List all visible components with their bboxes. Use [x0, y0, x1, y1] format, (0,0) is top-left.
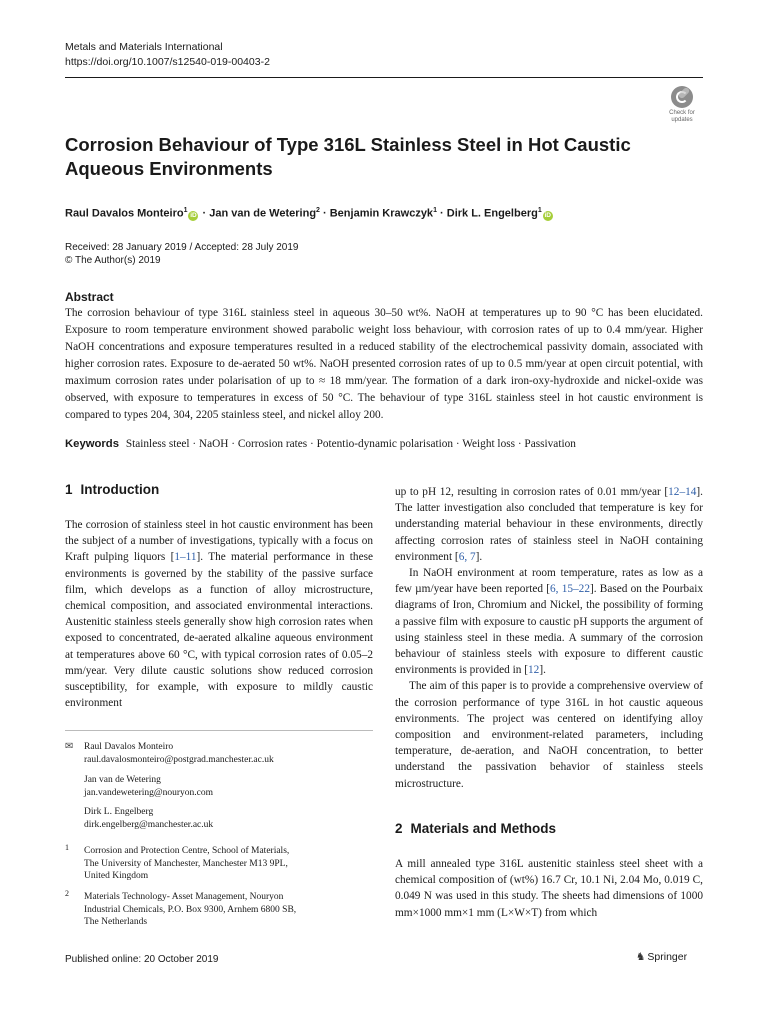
paragraph-text: In NaOH environment at room temperature, rates as low as a few µm/year have been reported [ — [395, 567, 703, 596]
author-separator: · — [199, 207, 210, 220]
author-email[interactable]: dirk.engelberg@manchester.ac.uk — [84, 819, 214, 830]
header-rule — [65, 77, 703, 78]
intro-paragraph-1 — [65, 517, 373, 711]
affiliation-number: 1 — [65, 843, 69, 852]
section-number: 2 — [395, 821, 403, 836]
paragraph-text: The corrosion of stainless steel in hot caustic environment has been the subject of a number of investigations, typically with a focus on Kraft pulping liquors [ — [65, 519, 373, 564]
doi-link[interactable]: https://doi.org/10.1007/s12540-019-00403-2 — [65, 56, 270, 68]
author-name: Jan van de Wetering — [209, 207, 317, 220]
correspondence-author — [84, 774, 374, 799]
copyright: © The Author(s) 2019 — [65, 255, 161, 266]
correspondence-author — [84, 741, 374, 766]
title-line: Aqueous Environments — [65, 158, 273, 179]
published-date: Published online: 20 October 2019 — [65, 954, 219, 965]
affiliation-marker: 1 — [537, 207, 542, 214]
check-for-updates-badge[interactable] — [660, 84, 704, 124]
affiliation-marker: 1 — [433, 207, 437, 214]
citation-link[interactable]: 12–14 — [668, 486, 697, 498]
author-name: Jan van de Wetering — [84, 775, 161, 785]
publisher-name: Springer — [647, 951, 688, 963]
affiliation: Materials Technology- Asset Management, Nouryon Industrial Chemicals, P.O. Box 9300, Arnhem 6800 SB, The Netherlands — [84, 892, 297, 927]
paragraph-text: up to pH 12, resulting in corrosion rates of 0.01 mm/year [ — [395, 486, 669, 498]
author-name: Raul Davalos Monteiro — [84, 742, 174, 752]
author-separator: · — [319, 207, 330, 220]
author-name: Benjamin Krawczyk — [329, 207, 434, 220]
journal-name: Metals and Materials International — [65, 41, 223, 53]
orcid-icon[interactable]: iD — [190, 211, 197, 219]
footnote-rule — [65, 730, 373, 731]
intro-paragraph-2 — [395, 565, 703, 678]
author-name: Dirk L. Engelberg — [84, 807, 154, 817]
author-name: Raul Davalos Monteiro — [65, 207, 184, 220]
section-title: Introduction — [80, 482, 160, 497]
received-accepted: Received: 28 January 2019 / Accepted: 28 July 2019 — [65, 242, 299, 253]
abstract-heading: Abstract — [65, 290, 114, 304]
affiliation-marker: 1 — [183, 207, 188, 214]
keywords — [65, 436, 703, 452]
paragraph-text: ]. Based on the Pourbaix diagrams of Iron, Chromium and Nickel, the possibility of forming a passive film with exposure to caustic pH supports the argument of using stainless steel in these media. A summary of the corrosion behaviour of stainless steels with exposure to different caustic environments is provided in [ — [395, 583, 703, 677]
paragraph-text: ]. The latter investigation also concluded that temperature is key for understanding material behaviour in these environments, directly affecting corrosion rates of stainless steel in NaOH containing environment [ — [395, 486, 703, 563]
section-number: 1 — [65, 482, 73, 497]
author-email[interactable]: jan.vandewetering@nouryon.com — [84, 787, 214, 798]
methods-column — [395, 856, 703, 921]
section-heading-materials-methods — [395, 821, 556, 836]
intro-paragraph-3: The aim of this paper is to provide a comprehensive overview of the corrosion performance of type 316L in hot caustic aqueous environments. The project was centered on identifying alloy composition and environment-related parameters, including temperature, de-aeration, and NaOH concentration, to better understand the passivation behavior of stainless steels microstructure. — [395, 680, 703, 790]
affiliation-marker: 2 — [316, 207, 320, 214]
affiliation-number: 2 — [65, 889, 69, 898]
keywords-text: Stainless steel · NaOH · Corrosion rates · Potentio-dynamic polarisation · Weight loss · Passivation — [125, 438, 576, 450]
abstract-text: The corrosion behaviour of type 316L stainless steel in aqueous 30–50 wt%. NaOH at temperatures up to 90 °C has been elucidated. Exposure to room temperature environment showed parabolic weight loss behaviour, with corrosion rates of up to 0.4 mm/year. Higher NaOH concentrations and exposure temperatures resulted in a reduced stability of the electrochemical passivity domain, associated with higher corrosion rates. Exposure to de-aerated 50 wt%. NaOH presented corrosion rates of up to 0.5 mm/year at open circuit potential, with maximum corrosion rates under polarisation of up to ≈ 18 mm/year. The formation of a dark iron-oxy-hydroxide and nickel-oxide was observed, with exposure to temperatures in excess of 50 °C. The behaviour of type 316L stainless steel in hot caustic environment is compared to types 204, 304, 2205 stainless steel, and nickel alloy 200. — [65, 307, 703, 421]
paragraph-text: ]. — [539, 664, 546, 677]
citation-link[interactable]: 1–11 — [174, 551, 197, 564]
article-dates — [65, 241, 299, 267]
author-list — [65, 203, 705, 222]
badge-label: Check for updates — [669, 110, 695, 123]
section-heading-introduction — [65, 482, 159, 497]
paragraph-text: ]. The material performance in these environments is governed by the stability of the passive surface film, which develops as a function of alloy microstructure, chemical composition, and associated environmental interactions. Austenitic stainless steels generally show high corrosion rates when exposed to concentrated, de-aerated alkaline aqueous environment at temperatures above 60 °C, with typical corrosion rates of 0.05–2 mm/year. Very dilute caustic solutions show reduced corrosion susceptibility, for example, with exposure to mildly caustic environment — [65, 551, 373, 710]
section-title: Materials and Methods — [410, 821, 557, 836]
author-separator: · — [436, 207, 447, 220]
paper-title — [65, 133, 645, 181]
paragraph-text: ]. — [475, 550, 483, 563]
intro-column-left — [65, 517, 373, 711]
intro-paragraph-1-continued — [395, 484, 703, 565]
author-email[interactable]: raul.davalosmonteiro@postgrad.manchester.ac.uk — [84, 754, 274, 765]
envelope-icon: ✉ — [65, 741, 74, 752]
springer-horse-icon: ♞ — [636, 951, 646, 963]
author-name: Dirk L. Engelberg — [446, 207, 538, 220]
citation-link[interactable]: 6, 7 — [458, 550, 476, 563]
affiliation: Corrosion and Protection Centre, School of Materials, The University of Manchester, Manchester M13 9PL, United Kingdom — [84, 846, 290, 881]
correspondence-author — [84, 806, 374, 831]
intro-column-right — [395, 484, 703, 792]
keywords-label: Keywords — [65, 438, 119, 450]
check-for-updates-icon — [671, 86, 693, 108]
citation-link[interactable]: 12 — [528, 664, 540, 677]
journal-header — [65, 40, 270, 70]
title-line: Corrosion Behaviour of Type 316L Stainless Steel in Hot Caustic — [65, 134, 631, 155]
methods-paragraph-1: A mill annealed type 316L austenitic stainless steel sheet with a chemical composition of (wt%) 16.7 Cr, 10.1 Ni, 2.04 Mo, 0.019 C, 0.049 N was used in this study. The sheets had dimensions of 1000 mm×1000 mm×1 mm (L×W×T) from which — [395, 858, 703, 919]
citation-link[interactable]: 6, 15–22 — [550, 583, 590, 596]
orcid-icon[interactable]: iD — [544, 211, 551, 219]
publisher-logo — [636, 951, 687, 963]
